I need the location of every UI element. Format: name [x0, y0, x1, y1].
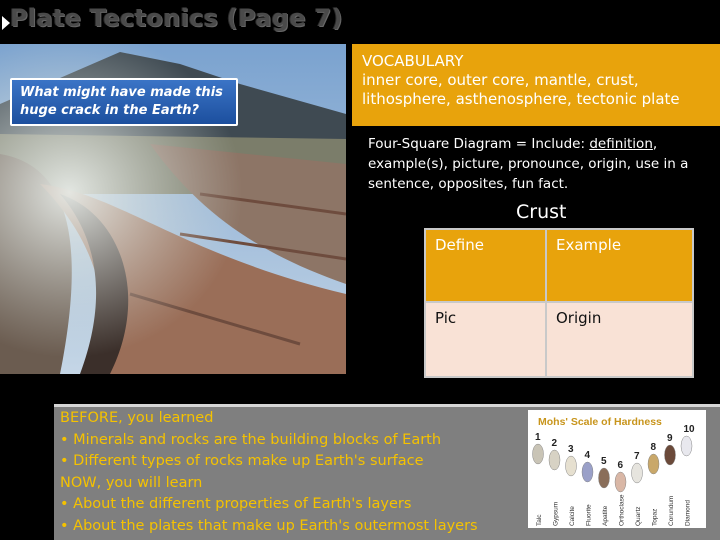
four-square-rest: , example(s), picture, pronounce, origin, use in a sentence, opposites, fun fact. — [368, 136, 689, 192]
four-square-underlined: definition — [589, 136, 653, 152]
callout-arrow-icon — [2, 16, 10, 30]
mineral-sample-icon — [681, 436, 692, 456]
mohs-mineral-name: Topaz — [651, 508, 659, 526]
mohs-mineral-name: Gypsum — [552, 501, 560, 526]
mohs-number: 6 — [617, 460, 624, 471]
before-item-2: • Different types of rocks make up Earth's surface — [60, 453, 424, 469]
mohs-mineral-name: Corundum — [668, 495, 675, 526]
mineral-sample-icon — [566, 456, 577, 476]
mohs-mineral-name: Talc — [536, 514, 543, 526]
cell-pic: Pic — [426, 303, 545, 376]
mohs-mineral-name: Orthoclase — [618, 494, 626, 526]
vocabulary-heading: VOCABULARY — [362, 52, 464, 70]
mineral-sample-icon — [599, 468, 610, 488]
mineral-sample-icon — [632, 463, 643, 483]
vocabulary-words: inner core, outer core, mantle, crust, lithosphere, asthenosphere, tectonic plate — [362, 71, 680, 108]
mohs-number: 8 — [650, 442, 657, 453]
mohs-number: 9 — [667, 433, 673, 444]
mineral-sample-icon — [582, 462, 593, 482]
mohs-scale-image — [528, 410, 706, 528]
mineral-sample-icon — [549, 450, 560, 470]
mohs-mineral-name: Apatite — [602, 505, 609, 526]
mohs-title: Mohs' Scale of Hardness — [538, 416, 662, 428]
mineral-sample-icon — [615, 472, 626, 492]
mineral-sample-icon — [533, 444, 544, 464]
mohs-mineral-name: Quartz — [635, 506, 642, 526]
mohs-mineral-name: Calcite — [569, 506, 576, 526]
mohs-number: 3 — [568, 444, 574, 455]
before-heading: BEFORE, you learned — [60, 410, 214, 426]
before-item-1: • Minerals and rocks are the building blocks of Earth — [60, 431, 442, 448]
now-item-1: • About the different properties of Earth's layers — [60, 496, 412, 512]
question-callout — [10, 78, 238, 126]
mohs-number: 1 — [535, 432, 541, 443]
mineral-sample-icon — [665, 445, 676, 465]
mohs-number: 5 — [601, 456, 607, 467]
vocabulary-box — [352, 44, 720, 126]
crust-heading: Crust — [516, 201, 567, 223]
callout-text: What might have made this huge crack in the Earth? — [20, 85, 223, 118]
slide-title: Plate Tectonics (Page 7) — [10, 4, 343, 32]
four-square-instructions — [368, 134, 713, 194]
learning-text — [60, 408, 520, 537]
mohs-number: 2 — [551, 438, 558, 449]
mohs-number: 10 — [683, 424, 695, 435]
four-square-prefix: Four-Square Diagram = Include: — [368, 136, 590, 152]
panel-divider — [54, 404, 720, 407]
now-heading: NOW, you will learn — [60, 474, 203, 491]
mohs-mineral-name: Diamond — [684, 499, 692, 526]
mohs-mineral-name: Fluorite — [585, 504, 593, 526]
four-square-table — [424, 228, 694, 378]
now-item-2: • About the plates that make up Earth's outermost layers — [60, 517, 478, 534]
cell-example: Example — [547, 230, 692, 301]
mineral-sample-icon — [648, 454, 659, 474]
cell-define: Define — [426, 230, 545, 301]
mohs-number: 7 — [634, 451, 640, 462]
cell-origin: Origin — [547, 303, 692, 376]
mohs-number: 4 — [584, 450, 591, 461]
